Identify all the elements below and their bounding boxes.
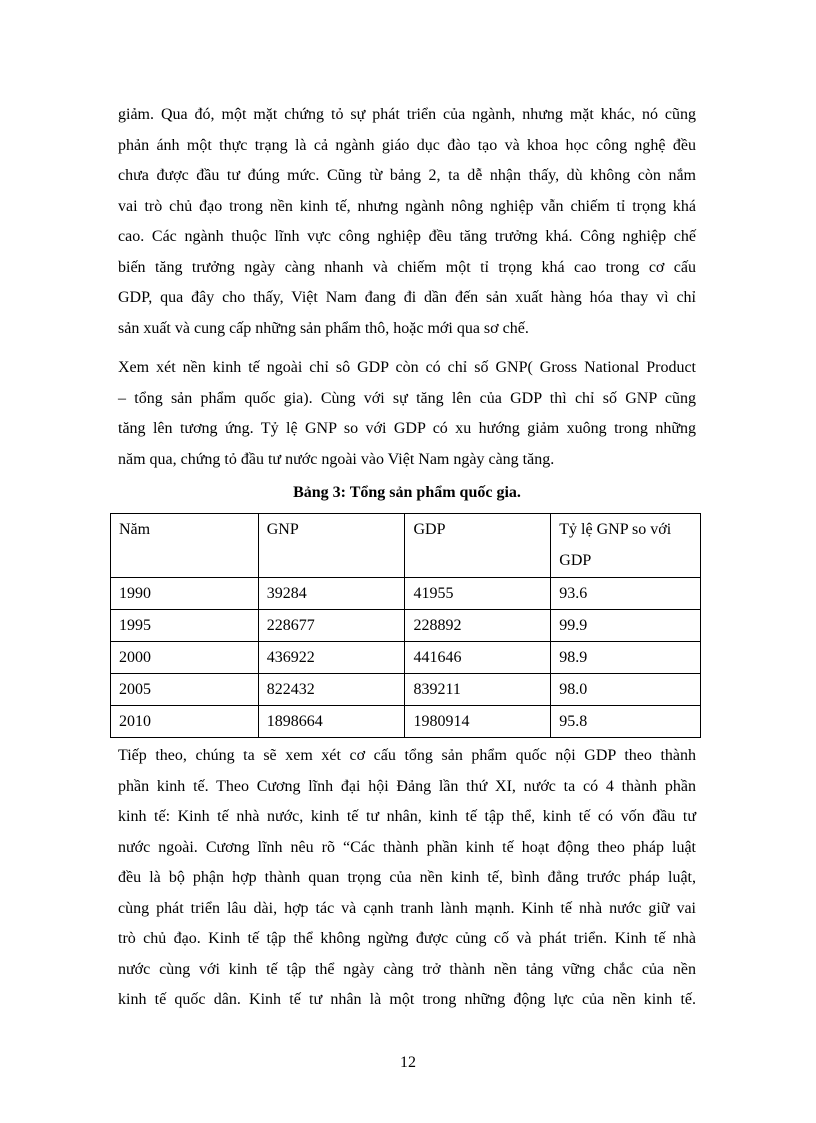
table-cell: 93.6 [551, 578, 701, 610]
table-cell: 41955 [405, 578, 551, 610]
table-row [111, 578, 701, 610]
table-cell: 95.8 [551, 706, 701, 738]
page-number: 12 [400, 1054, 416, 1071]
text-line: phần kinh tế. Theo Cương lĩnh đại hội Đảng lần thứ XI, nước ta có 4 thành phần [118, 777, 696, 795]
text-line: biến tăng trưởng ngày càng nhanh và chiếm một tỉ trọng khá cao trong cơ cấu [118, 258, 696, 276]
table-cell: 228677 [258, 610, 405, 642]
text-line: kinh tế: Kinh tế nhà nước, kinh tế tư nhân, kinh tế tập thể, kinh tế có vốn đầu tư [118, 808, 696, 825]
text-line: GDP, qua đây cho thấy, Việt Nam đang đi dần đến sản xuất hàng hóa thay vì chỉ [118, 289, 696, 306]
text-line: nước cùng với kinh tế tập thể ngày càng trở thành nền tảng vững chắc của nền [118, 960, 696, 978]
text-line: chưa được đầu tư đúng mức. Cũng từ bảng 2, ta dễ nhận thấy, dù không còn nắm [118, 167, 696, 184]
table-row [111, 706, 701, 738]
text-line: đều là bộ phận hợp thành quan trọng của nền kinh tế, bình đẳng trước pháp luật, [118, 869, 696, 886]
table-cell: 1990 [111, 578, 259, 610]
table-row [111, 610, 701, 642]
text-line: phản ánh một thực trạng là cả ngành giáo dục đào tạo và khoa học công nghệ đều [118, 136, 696, 154]
text-line: tăng lên tương ứng. Tỷ lệ GNP so với GDP có xu hướng giảm xuông trong những [118, 420, 696, 437]
table-cell: 436922 [258, 642, 405, 674]
table-cell: 1980914 [405, 706, 551, 738]
table-cell: 2010 [111, 706, 259, 738]
text-line: – tổng sản phẩm quốc gia). Cùng với sự tăng lên của GDP thì chỉ số GNP cũng [118, 389, 696, 407]
text-line: năm qua, chứng tỏ đầu tư nước ngoài vào Việt Nam ngày càng tăng. [118, 450, 555, 468]
header-cell-ratio: Tỷ lệ GNP so với GDP [551, 514, 701, 578]
table-cell: 1898664 [258, 706, 405, 738]
text-line: cao. Các ngành thuộc lĩnh vực công nghiệp đều tăng trưởng khá. Công nghiệp chế [118, 228, 696, 245]
table-cell: 2000 [111, 642, 259, 674]
table-cell: 1995 [111, 610, 259, 642]
paragraph-economic-sectors [118, 741, 696, 1016]
header-cell-gnp: GNP [258, 514, 405, 578]
paragraph-gnp-intro [118, 353, 696, 475]
table-cell: 98.0 [551, 674, 701, 706]
text-line: cùng phát triển lâu dài, hợp tác và cạnh tranh lành mạnh. Kinh tế nhà nước giữ vai [118, 899, 696, 917]
header-cell-gdp: GDP [405, 514, 551, 578]
table-title: Bảng 3: Tổng sản phẩm quốc gia. [293, 484, 521, 501]
table-cell: 2005 [111, 674, 259, 706]
paragraph-sector-growth [118, 100, 696, 344]
text-line: vai trò chủ đạo trong nền kinh tế, nhưng ngành nông nghiệp vẫn chiếm tỉ trọng khá [118, 197, 696, 215]
table-cell: 39284 [258, 578, 405, 610]
table-cell: 839211 [405, 674, 551, 706]
text-line: Xem xét nền kinh tế ngoài chỉ sô GDP còn có chỉ số GNP( Gross National Product [118, 359, 696, 376]
table-cell: 441646 [405, 642, 551, 674]
table-cell: 98.9 [551, 642, 701, 674]
table-row [111, 642, 701, 674]
text-line: kinh tế quốc dân. Kinh tế tư nhân là một trong những động lực của nền kinh tế. [118, 991, 696, 1008]
table-row [111, 674, 701, 706]
table-header-row [111, 514, 701, 578]
table-cell: 228892 [405, 610, 551, 642]
header-cell-year: Năm [111, 514, 259, 578]
text-line: trò chủ đạo. Kinh tế tập thể không ngừng được củng cố và phát triển. Kinh tế nhà [118, 930, 696, 947]
gnp-table [110, 513, 701, 738]
table-cell: 99.9 [551, 610, 701, 642]
table-cell: 822432 [258, 674, 405, 706]
text-line: sản xuất và cung cấp những sản phẩm thô, hoặc mới qua sơ chế. [118, 319, 529, 337]
text-line: nước ngoài. Cương lĩnh nêu rõ “Các thành phần kinh tế hoạt động theo pháp luật [118, 838, 696, 856]
text-line: giảm. Qua đó, một mặt chứng tỏ sự phát triển của ngành, nhưng mặt khác, nó cũng [118, 106, 696, 123]
text-line: Tiếp theo, chúng ta sẽ xem xét cơ cấu tổng sản phẩm quốc nội GDP theo thành [118, 747, 696, 764]
